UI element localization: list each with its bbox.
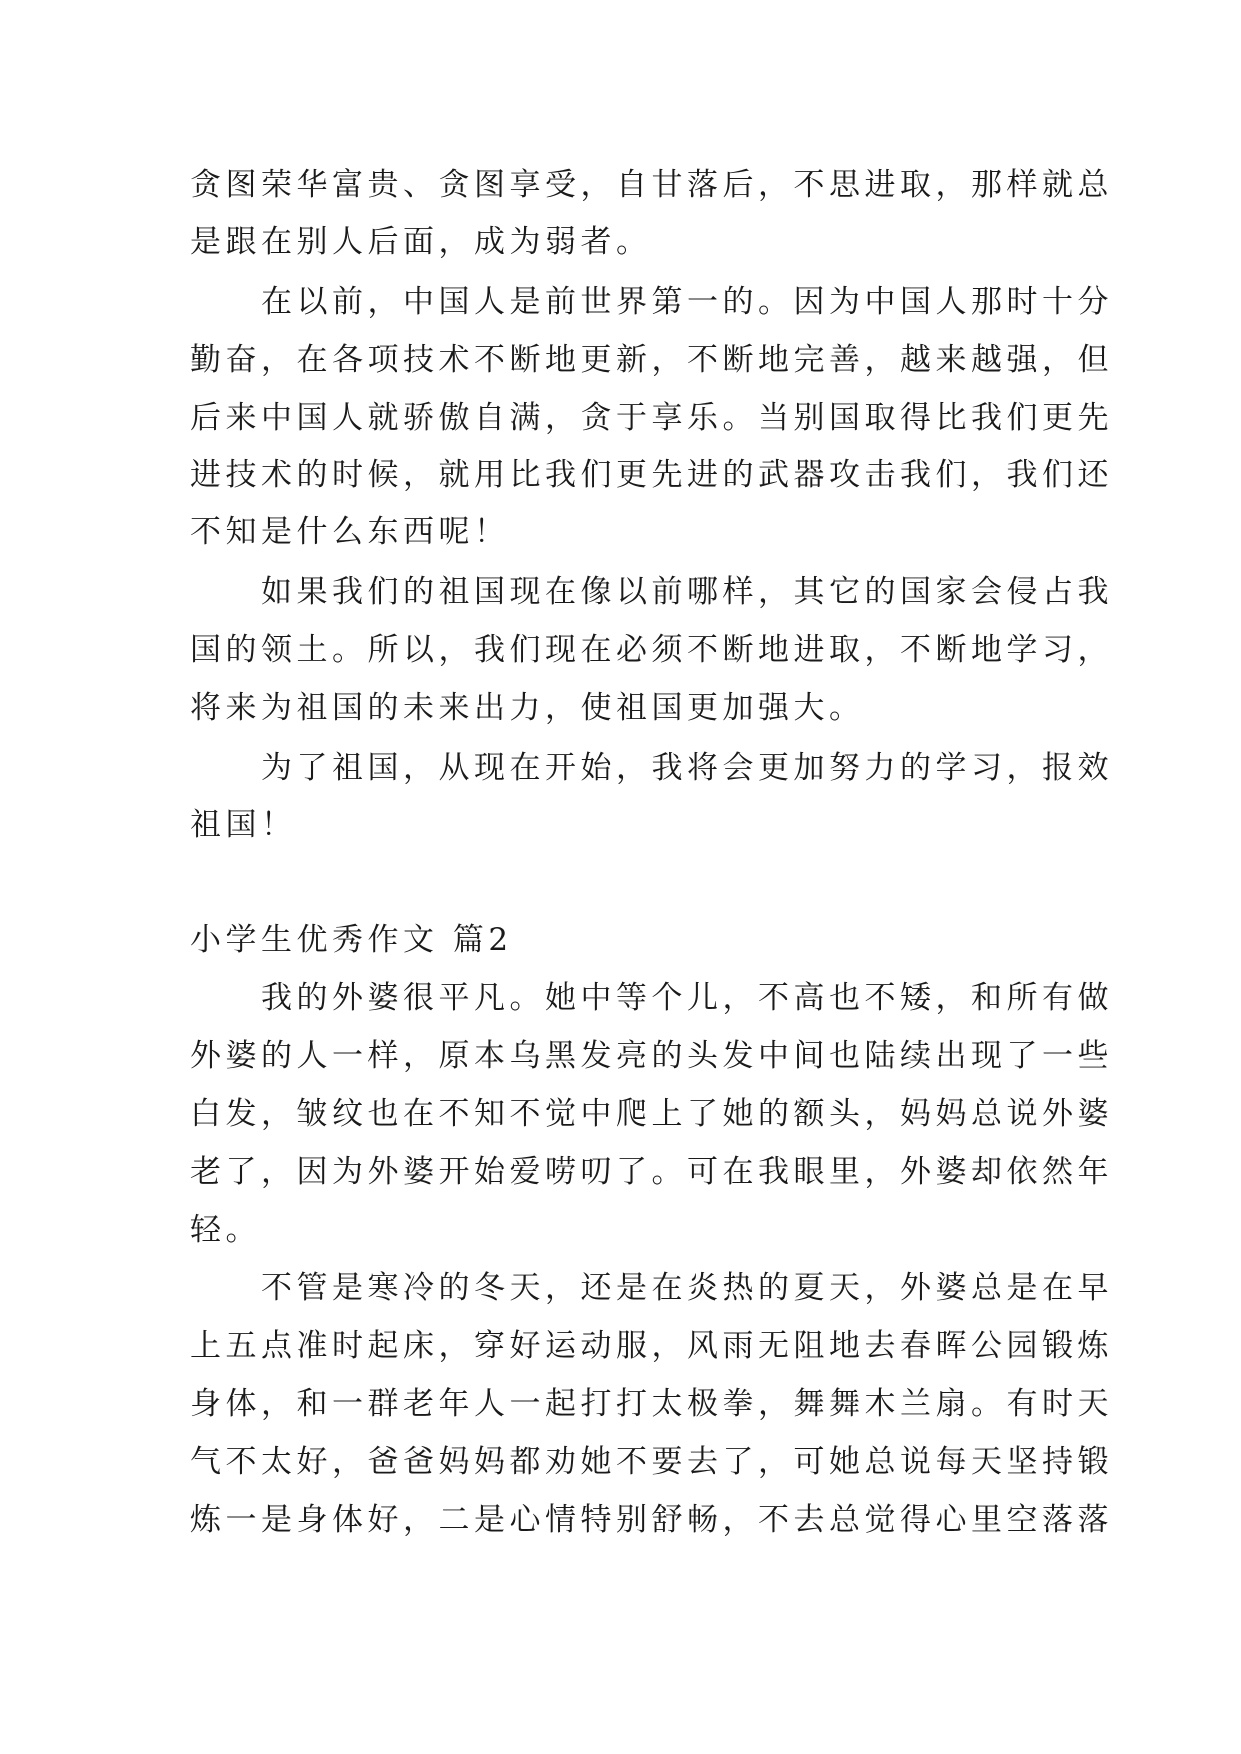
text-line: 勤奋，在各项技术不断地更新，不断地完善，越来越强，但 (190, 342, 1113, 378)
text-line: 白发，皱纹也在不知不觉中爬上了她的额头，妈妈总说外婆 (190, 1096, 1113, 1132)
section-heading: 小学生优秀作文 篇2 (190, 922, 513, 958)
text-line: 轻。 (190, 1212, 261, 1248)
text-line: 贪图荣华富贵、贪图享受，自甘落后，不思进取，那样就总 (190, 167, 1113, 203)
text-line: 上五点准时起床，穿好运动服，风雨无阻地去春晖公园锻炼 (190, 1328, 1113, 1364)
text-line: 祖国！ (190, 807, 297, 843)
text-line: 炼一是身体好，二是心情特别舒畅，不去总觉得心里空落落 (190, 1502, 1113, 1538)
text-line: 是跟在别人后面，成为弱者。 (190, 224, 652, 260)
text-line: 为了祖国，从现在开始，我将会更加努力的学习，报效 (190, 750, 1113, 786)
text-line: 身体，和一群老年人一起打打太极拳，舞舞木兰扇。有时天 (190, 1386, 1113, 1422)
text-line: 我的外婆很平凡。她中等个儿，不高也不矮，和所有做 (190, 980, 1113, 1016)
text-line: 外婆的人一样，原本乌黑发亮的头发中间也陆续出现了一些 (190, 1038, 1113, 1074)
text-line: 气不太好，爸爸妈妈都劝她不要去了，可她总说每天坚持锻 (190, 1444, 1113, 1480)
text-line: 不知是什么东西呢！ (190, 514, 510, 550)
text-line: 进技术的时候，就用比我们更先进的武器攻击我们，我们还 (190, 457, 1113, 493)
text-line: 如果我们的祖国现在像以前哪样，其它的国家会侵占我 (190, 574, 1113, 610)
text-line: 老了，因为外婆开始爱唠叨了。可在我眼里，外婆却依然年 (190, 1154, 1113, 1190)
text-line: 后来中国人就骄傲自满，贪于享乐。当别国取得比我们更先 (190, 400, 1113, 436)
text-line: 将来为祖国的未来出力，使祖国更加强大。 (190, 690, 865, 726)
text-line: 不管是寒冷的冬天，还是在炎热的夏天，外婆总是在早 (190, 1270, 1113, 1306)
text-line: 在以前，中国人是前世界第一的。因为中国人那时十分 (190, 284, 1113, 320)
text-line: 国的领土。所以，我们现在必须不断地进取，不断地学习， (190, 632, 1113, 668)
